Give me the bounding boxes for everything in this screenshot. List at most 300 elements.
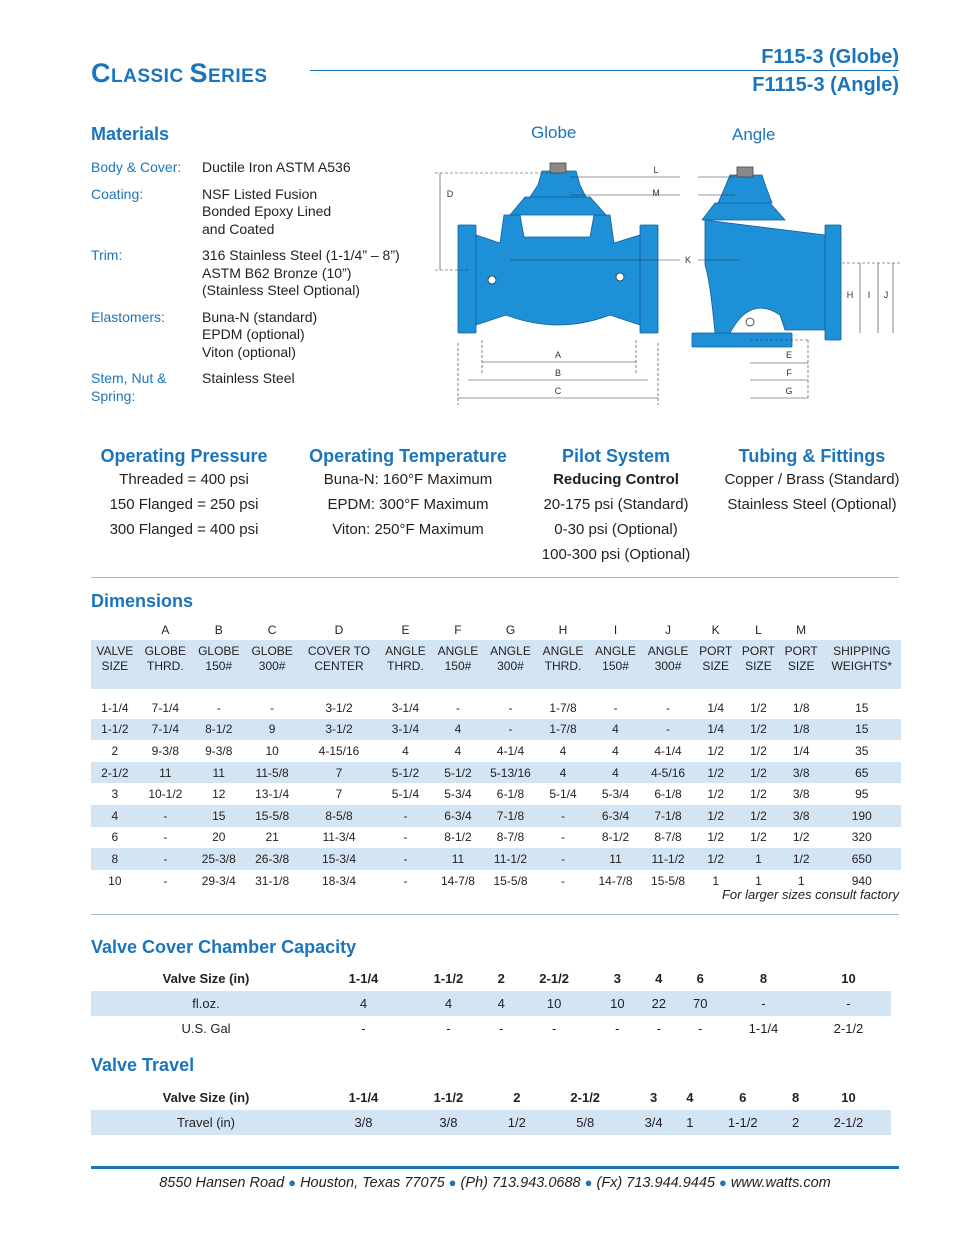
dimension-header-row — [91, 640, 901, 689]
table-cell: 13-1/4 — [255, 787, 290, 802]
spec-line: Copper / Brass (Standard) — [724, 471, 900, 488]
table-cell: 5-13/16 — [484, 762, 537, 784]
dim-letter-h: H — [846, 290, 854, 300]
spec-line: 0-30 psi (Optional) — [554, 521, 678, 538]
material-value — [202, 370, 451, 405]
table-cell: 7-1/8 — [642, 805, 695, 827]
header-line: PORT — [699, 644, 733, 658]
spec-line: 150 Flanged = 250 psi — [109, 496, 259, 513]
table-cell: 3/8 — [406, 1110, 491, 1135]
travel-title: Valve Travel — [91, 1055, 195, 1075]
table-row — [91, 848, 901, 870]
table-cell: 7 — [335, 787, 343, 802]
spec-line: 300 Flanged = 400 psi — [109, 521, 259, 538]
table-cell: 8-1/2 — [444, 830, 472, 845]
table-cell: - — [561, 830, 565, 845]
table-cell: 9-3/8 — [151, 743, 180, 758]
material-label: Coating: — [91, 185, 144, 202]
table-cell: 20 — [212, 830, 226, 845]
dim-letter-k: K — [684, 255, 692, 265]
table-cell: 1/4 — [707, 700, 725, 715]
table-cell: - — [379, 848, 432, 870]
table-cell: 1 — [797, 873, 805, 888]
material-value — [202, 159, 451, 177]
table-cell: 3-1/4 — [391, 700, 420, 715]
table-cell: 4 — [432, 719, 485, 741]
footer-contact — [91, 1175, 899, 1191]
dimension-header — [694, 640, 737, 689]
table-cell: 2 — [111, 743, 119, 758]
dimension-letter: A — [161, 623, 170, 637]
dimension-letter: L — [755, 623, 762, 637]
dim-letter-l: L — [653, 165, 659, 175]
series-title: CLASSIC SERIES — [91, 58, 268, 88]
table-cell: 7-1/4 — [151, 700, 180, 715]
dim-letter-g: G — [785, 386, 793, 396]
pilot-system — [526, 445, 706, 567]
table-cell: 3/8 — [780, 805, 823, 827]
dimension-header — [737, 640, 780, 689]
table-cell: 5-3/4 — [444, 787, 472, 802]
dim-letter-j: J — [883, 290, 889, 300]
table-cell: - — [270, 700, 275, 715]
bullet-icon: ● — [584, 1175, 593, 1190]
footer-item: 8550 Hansen Road — [159, 1175, 285, 1191]
table-cell: 8 — [91, 848, 139, 870]
table-header-cell: 3 — [650, 1090, 658, 1105]
operating-pressure-title: Operating Pressure — [100, 446, 268, 466]
table-cell: 1-1/2 — [91, 719, 139, 741]
dimension-letter: C — [267, 623, 277, 637]
pilot-system-title: Pilot System — [561, 446, 671, 466]
model-angle: F1115-3 (Angle) — [752, 74, 899, 96]
table-cell: 2-1/2 — [91, 762, 139, 784]
table-cell: 5-1/4 — [391, 787, 420, 802]
dimension-header — [139, 640, 192, 689]
table-cell: 3-1/2 — [299, 719, 379, 741]
operating-pressure — [90, 445, 278, 542]
table-cell: 26-3/8 — [245, 848, 298, 870]
dimension-header — [484, 640, 537, 689]
table-header-cell: 8 — [759, 971, 768, 986]
table-cell: 14-7/8 — [440, 873, 475, 888]
table-row — [91, 783, 901, 805]
table-cell: 6-3/4 — [589, 805, 642, 827]
material-row — [91, 159, 451, 177]
dim-letter-f: F — [786, 368, 792, 378]
table-cell: 1/2 — [750, 743, 767, 758]
material-value — [202, 186, 451, 239]
dimension-header — [780, 640, 823, 689]
dimensions-footnote: For larger sizes consult factory — [721, 887, 899, 902]
table-header-cell: 2-1/2 — [570, 1090, 601, 1105]
table-header-cell: 8 — [791, 1090, 800, 1105]
table-cell: 18-3/4 — [321, 873, 357, 888]
table-header-cell: 2-1/2 — [539, 971, 569, 986]
bullet-icon: ● — [448, 1175, 457, 1190]
table-cell: Travel (in) — [91, 1110, 321, 1135]
dim-letter-c: C — [554, 386, 562, 396]
table-cell: 10 — [108, 873, 122, 888]
table-cell: 1-1/4 — [101, 700, 129, 715]
dimension-letter: F — [454, 623, 462, 637]
table-header-cell: 2 — [497, 971, 505, 986]
table-cell: 15-5/8 — [651, 873, 686, 888]
table-header-cell: 1-1/4 — [348, 971, 379, 986]
table-cell: 4 — [454, 743, 462, 758]
table-cell: 12 — [212, 787, 226, 802]
angle-valve — [692, 167, 841, 347]
table-cell: 3/8 — [792, 787, 810, 802]
dimension-header — [642, 640, 695, 689]
table-cell: 1/8 — [792, 700, 810, 715]
table-cell: 65 — [823, 762, 901, 784]
material-value-line: NSF Listed Fusion — [202, 185, 318, 202]
header-line: GLOBE — [198, 644, 240, 658]
table-cell: 8-7/8 — [496, 830, 525, 845]
table-cell: 1/2 — [707, 743, 725, 758]
dimension-letter-row — [91, 620, 901, 640]
dim-letter-e: E — [785, 350, 793, 360]
table-cell: 15 — [192, 805, 245, 827]
spec-line: Stainless Steel (Optional) — [727, 496, 897, 513]
table-cell: 1 — [712, 873, 720, 888]
material-label: Stem, Nut & Spring: — [91, 370, 167, 404]
pilot-system-subtitle: Reducing Control — [553, 471, 679, 488]
dimension-header — [379, 640, 432, 689]
table-cell: - — [698, 1021, 703, 1036]
table-cell: - — [361, 1021, 366, 1036]
dimension-header — [245, 640, 298, 689]
material-value-line: (Stainless Steel Optional) — [202, 282, 360, 298]
table-header-cell: 4 — [655, 971, 663, 986]
table-cell: 4-5/16 — [642, 762, 695, 784]
dimension-header — [537, 640, 590, 689]
table-cell: 4 — [91, 805, 139, 827]
table-cell: 4-1/4 — [654, 743, 682, 758]
table-cell: 5-1/4 — [549, 787, 577, 802]
table-cell: 5-1/2 — [379, 762, 432, 784]
material-label: Trim: — [91, 247, 123, 263]
header-line: GLOBE — [144, 644, 187, 658]
table-cell: 21 — [265, 830, 279, 845]
table-header-cell: 1-1/2 — [433, 971, 464, 986]
table-cell: - — [561, 873, 565, 888]
material-value-line: 316 Stainless Steel (1-1/4” – 8”) — [202, 247, 400, 263]
table-cell: 1/2 — [792, 830, 810, 845]
spec-line: EPDM: 300°F Maximum — [327, 496, 489, 513]
table-cell: 11 — [192, 762, 245, 784]
material-value-line: Stainless Steel — [202, 370, 295, 386]
table-cell: 1/8 — [780, 719, 823, 741]
tubing-fittings — [714, 445, 910, 517]
table-cell: 15-5/8 — [245, 805, 298, 827]
material-value-line: Bonded Epoxy Lined — [202, 203, 332, 219]
header-line: 150# — [444, 659, 472, 673]
material-value-line: Viton (optional) — [202, 343, 296, 360]
table-cell: - — [446, 1021, 451, 1036]
table-cell: 4 — [321, 991, 406, 1016]
dimension-letter: G — [505, 623, 516, 637]
material-value-line: and Coated — [202, 220, 275, 237]
table-row — [91, 827, 901, 849]
dimension-letter: K — [711, 623, 720, 637]
table-cell: 8-1/2 — [192, 719, 245, 741]
header-line: 300# — [258, 659, 286, 673]
table-cell: 10 — [265, 743, 279, 758]
table-cell: 1-7/8 — [549, 700, 577, 715]
table-cell: 6-1/8 — [496, 787, 525, 802]
travel-table — [91, 1085, 891, 1135]
table-cell: 1/2 — [780, 848, 823, 870]
table-cell: fl.oz. — [91, 991, 321, 1016]
table-cell: - — [551, 1021, 557, 1036]
table-cell: - — [379, 805, 432, 827]
globe-valve — [458, 163, 658, 333]
dimensions-title: Dimensions — [91, 591, 194, 611]
table-cell: 6 — [111, 830, 119, 845]
header-line: WEIGHTS* — [831, 659, 893, 673]
table-cell: 11 — [432, 848, 485, 870]
table-cell: 1 — [680, 1110, 701, 1135]
table-cell: - — [216, 700, 221, 715]
table-header-row — [91, 1085, 891, 1110]
header-line: ANGLE — [647, 644, 689, 658]
spec-line: 100-300 psi (Optional) — [541, 546, 691, 563]
table-cell: 5-1/2 — [432, 762, 485, 784]
table-cell: 5-3/4 — [601, 787, 630, 802]
table-cell: - — [666, 700, 671, 715]
table-cell: 11 — [589, 848, 642, 870]
dimension-letter: I — [613, 623, 618, 637]
table-cell: 1/2 — [737, 762, 780, 784]
table-cell: - — [163, 873, 168, 888]
table-cell: 11-1/2 — [484, 848, 537, 870]
capacity-title: Valve Cover Chamber Capacity — [91, 937, 357, 957]
header-line: VALVE — [96, 644, 134, 658]
table-cell: 1 — [737, 848, 780, 870]
table-cell: - — [163, 830, 168, 845]
material-row — [91, 309, 451, 362]
table-header-row — [91, 966, 891, 991]
table-cell: - — [403, 830, 408, 845]
table-cell: 11 — [139, 762, 192, 784]
table-header-cell: 1-1/2 — [433, 1090, 464, 1105]
table-cell: 4 — [406, 991, 491, 1016]
table-cell: 1-1/2 — [700, 1110, 785, 1135]
table-cell: 320 — [851, 830, 872, 845]
table-cell: - — [537, 848, 590, 870]
table-row — [91, 991, 891, 1016]
header-line: ANGLE — [490, 644, 531, 658]
operating-temperature-title: Operating Temperature — [309, 446, 507, 466]
globe-label: Globe — [531, 123, 577, 142]
dim-letter-d: D — [446, 189, 454, 199]
table-cell: 70 — [680, 991, 721, 1016]
dim-letter-i: I — [867, 290, 871, 300]
table-cell: 8-1/2 — [601, 830, 630, 845]
valve-drawing — [430, 115, 900, 415]
dimension-letter: B — [214, 623, 223, 637]
section-divider — [91, 914, 899, 915]
table-cell: 1/2 — [694, 762, 737, 784]
table-cell: 9-3/8 — [205, 743, 233, 758]
header-line: ANGLE — [385, 644, 426, 658]
tubing-fittings-title: Tubing & Fittings — [738, 446, 886, 466]
header-line: PORT — [784, 644, 818, 658]
table-cell: 10 — [597, 991, 638, 1016]
table-cell: 4 — [537, 762, 590, 784]
table-cell: 3/8 — [780, 762, 823, 784]
table-cell: 29-3/4 — [201, 873, 236, 888]
model-numbers — [752, 43, 899, 99]
table-cell: 1/2 — [707, 830, 725, 845]
table-cell: 6-3/4 — [432, 805, 485, 827]
dimension-letter: J — [665, 623, 672, 637]
spec-line: Threaded = 400 psi — [119, 471, 249, 488]
valve-diagram — [430, 115, 900, 415]
table-cell: - — [455, 700, 460, 715]
header-line: CENTER — [314, 659, 364, 673]
table-cell: 1/2 — [750, 700, 767, 715]
table-row — [91, 805, 901, 827]
table-row — [91, 719, 901, 741]
table-cell: 95 — [855, 787, 869, 802]
table-cell: 4-1/4 — [496, 743, 525, 758]
table-cell: 3 — [111, 787, 119, 802]
table-header-cell: 1-1/4 — [348, 1090, 379, 1105]
table-cell: 14-7/8 — [598, 873, 633, 888]
dimension-header — [299, 640, 379, 689]
table-cell: 1/4 — [792, 743, 810, 758]
header-line: COVER TO — [307, 644, 371, 658]
table-cell: 940 — [851, 873, 872, 888]
dimension-letter — [823, 620, 901, 640]
table-cell: 15-3/4 — [299, 848, 379, 870]
table-cell: 2-1/2 — [806, 1110, 891, 1135]
header-line: SIZE — [101, 659, 129, 673]
table-cell: - — [139, 848, 192, 870]
table-row — [91, 740, 901, 762]
model-globe: F115-3 (Globe) — [761, 46, 899, 68]
table-cell: 9 — [245, 719, 298, 741]
dimension-letter: M — [796, 623, 807, 637]
header-line: SIZE — [745, 659, 772, 673]
table-cell: 11-1/2 — [642, 848, 695, 870]
table-cell: 4 — [612, 743, 619, 758]
dim-letter-m: M — [652, 188, 660, 198]
table-cell: - — [613, 700, 618, 715]
header-line: THRD. — [544, 659, 582, 673]
table-cell: 1/2 — [750, 787, 767, 802]
table-row — [91, 697, 901, 719]
header-line: ANGLE — [542, 644, 584, 658]
dim-letter-a: A — [554, 350, 562, 360]
table-cell: 1/2 — [491, 1110, 543, 1135]
table-cell: 1/4 — [694, 719, 737, 741]
footer-item: (Ph) 713.943.0688 — [460, 1175, 581, 1191]
section-divider — [91, 577, 899, 578]
materials-table — [91, 159, 451, 414]
table-cell: 1/2 — [694, 848, 737, 870]
header-line: THRD. — [387, 659, 424, 673]
footer-item[interactable]: www.watts.com — [730, 1175, 831, 1191]
table-header-cell: 2 — [513, 1090, 521, 1105]
dimension-header — [432, 640, 485, 689]
material-value — [202, 247, 451, 300]
header-line: GLOBE — [251, 644, 293, 658]
footer-item: (Fx) 713.944.9445 — [596, 1175, 715, 1191]
header-line: 150# — [602, 659, 629, 673]
table-cell: 1 — [755, 873, 762, 888]
table-cell: 11-3/4 — [322, 830, 356, 845]
table-row — [91, 1110, 891, 1135]
dimension-header — [589, 640, 642, 689]
header-line: ANGLE — [437, 644, 479, 658]
table-cell: 2-1/2 — [833, 1021, 864, 1036]
table-cell: - — [656, 1021, 661, 1036]
dimension-header — [823, 640, 901, 689]
table-cell: 25-3/8 — [192, 848, 245, 870]
spec-line: 20-175 psi (Standard) — [543, 496, 689, 513]
material-row — [91, 247, 451, 300]
operating-temperature — [300, 445, 516, 542]
table-cell: 1/2 — [737, 805, 780, 827]
table-cell: 7-1/4 — [139, 719, 192, 741]
table-header-cell: 6 — [739, 1090, 747, 1105]
bullet-icon: ● — [718, 1175, 727, 1190]
header-line: SHIPPING — [833, 644, 891, 658]
table-cell: 1/2 — [707, 787, 725, 802]
table-header-cell: 4 — [686, 1090, 694, 1105]
table-cell: 15-5/8 — [493, 873, 528, 888]
dimension-header — [91, 640, 139, 689]
dim-letter-b: B — [554, 368, 562, 378]
table-cell: 31-1/8 — [255, 873, 290, 888]
header-line: 150# — [205, 659, 233, 673]
table-cell: - — [806, 991, 891, 1016]
material-row — [91, 370, 451, 405]
material-label: Body & Cover: — [91, 159, 182, 175]
table-cell: - — [615, 1021, 620, 1036]
table-header-cell: 3 — [613, 971, 621, 986]
table-cell: - — [499, 1021, 504, 1036]
table-cell: 35 — [855, 743, 869, 758]
table-cell: 4 — [589, 762, 642, 784]
table-cell: - — [484, 719, 537, 741]
header-line: SIZE — [787, 659, 815, 673]
table-header-cell: Valve Size (in) — [162, 1090, 250, 1105]
table-cell: U.S. Gal — [181, 1021, 231, 1036]
material-value — [202, 309, 451, 362]
footer-rule — [91, 1166, 899, 1169]
table-cell: 3-1/2 — [325, 700, 353, 715]
table-cell: 7 — [299, 762, 379, 784]
table-cell: - — [537, 805, 590, 827]
material-value-line: Ductile Iron ASTM A536 — [202, 159, 351, 175]
table-cell: 10-1/2 — [148, 787, 183, 802]
table-cell: 15 — [855, 700, 869, 715]
table-cell: - — [721, 991, 806, 1016]
table-header-cell: 10 — [841, 1090, 856, 1105]
table-cell: 4 — [559, 743, 567, 758]
table-cell: 1-7/8 — [537, 719, 590, 741]
table-cell: 11-5/8 — [245, 762, 298, 784]
table-cell: 1/2 — [694, 805, 737, 827]
table-header-cell: Valve Size (in) — [162, 971, 250, 986]
dimension-header — [192, 640, 245, 689]
dimension-letter — [91, 620, 139, 640]
